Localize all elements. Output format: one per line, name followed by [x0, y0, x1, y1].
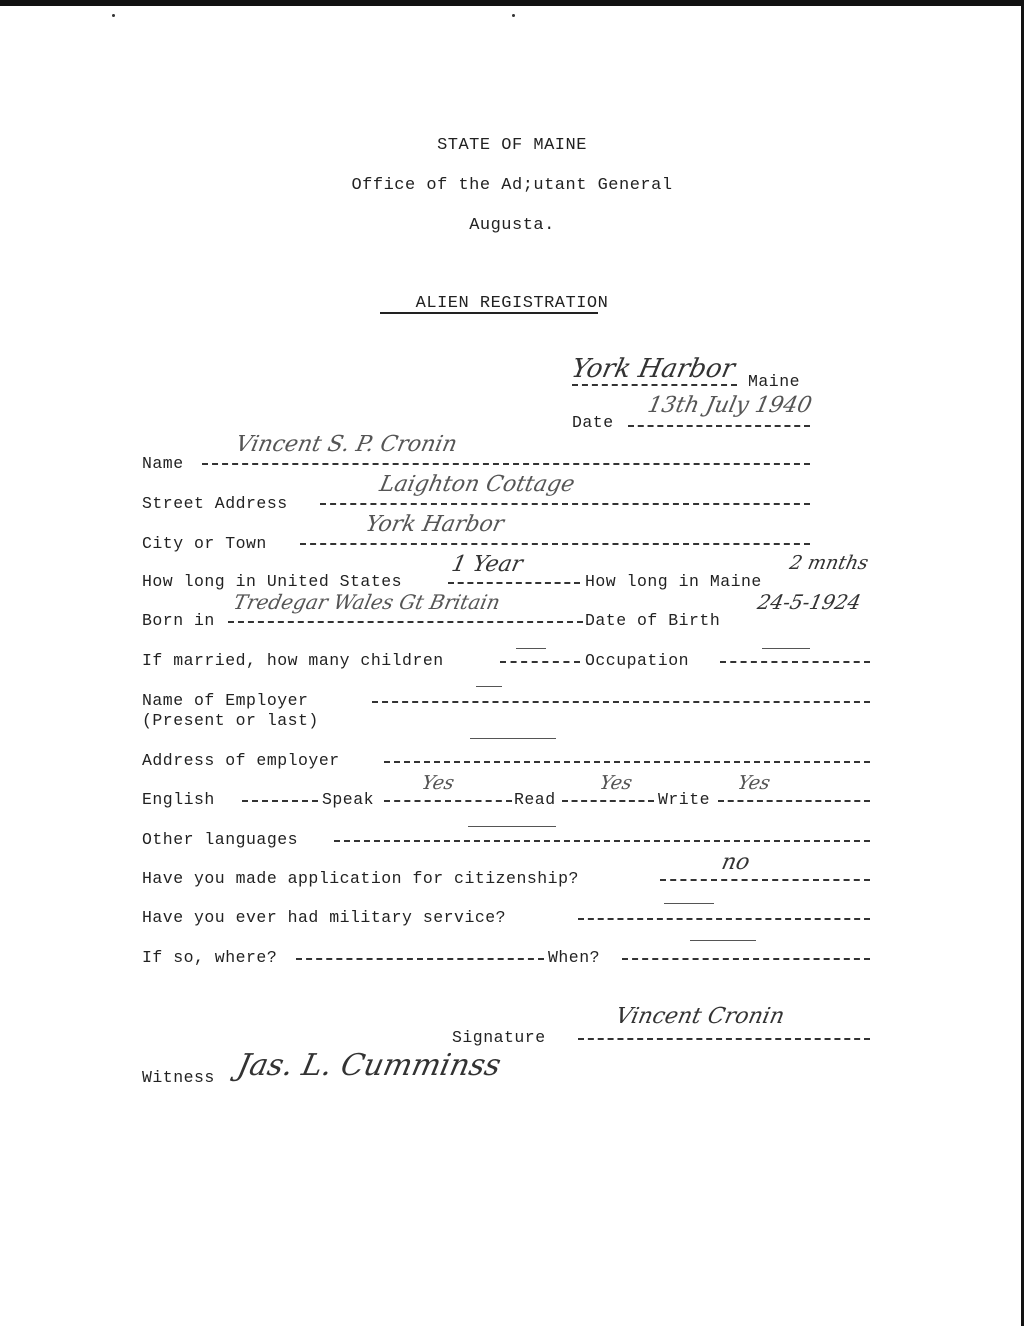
other-languages-label: Other languages	[142, 830, 299, 849]
employer-address-line	[384, 761, 870, 763]
employer-sub-label: (Present or last)	[142, 711, 319, 730]
witness-label: Witness	[142, 1068, 215, 1087]
married-label: If married, how many children	[142, 651, 444, 670]
read-line	[562, 800, 654, 802]
signature-label: Signature	[452, 1028, 546, 1047]
street-handwritten: Laighton Cottage	[377, 472, 577, 497]
city-heading: Augusta.	[469, 216, 555, 235]
us-label: How long in United States	[142, 572, 403, 591]
place-line	[572, 384, 737, 386]
write-handwritten: Yes	[735, 772, 773, 794]
born-handwritten: Tredegar Wales Gt Britain	[231, 590, 503, 614]
citizenship-handwritten: no	[719, 850, 753, 875]
when-label: When?	[548, 948, 601, 967]
employer-label: Name of Employer	[142, 691, 309, 710]
read-handwritten: Yes	[597, 772, 635, 794]
signature-handwritten: Vincent Cronin	[613, 1004, 787, 1029]
dob-label: Date of Birth	[585, 611, 721, 630]
english-label: English	[142, 790, 215, 809]
scan-speck	[112, 14, 115, 17]
witness-handwritten: Jas. L. Cumminss	[234, 1048, 504, 1083]
name-label: Name	[142, 454, 184, 473]
date-line	[628, 425, 810, 427]
maine-label: How long in Maine	[585, 572, 762, 591]
military-blank-mark	[664, 903, 714, 904]
when-line	[622, 958, 870, 960]
born-label: Born in	[142, 611, 215, 630]
employer-address-label: Address of employer	[142, 751, 340, 770]
citizenship-line	[660, 879, 870, 881]
employer-line	[372, 701, 870, 703]
born-line	[228, 621, 583, 623]
dob-handwritten: 24-5-1924	[755, 590, 864, 614]
date-label: Date	[572, 413, 614, 432]
married-line	[500, 661, 580, 663]
speak-handwritten: Yes	[419, 772, 457, 794]
street-line	[320, 503, 810, 505]
us-line	[448, 582, 580, 584]
speak-label: Speak	[322, 790, 375, 809]
married-blank-mark	[516, 648, 546, 649]
occupation-blank-mark	[762, 648, 810, 649]
write-label: Write	[658, 790, 711, 809]
other-languages-blank-mark	[468, 826, 556, 827]
english-line	[242, 800, 318, 802]
employer-blank-mark	[476, 686, 502, 687]
date-handwritten: 13th July 1940	[645, 393, 815, 418]
city-line	[300, 543, 810, 545]
us-handwritten: 1 Year	[449, 552, 525, 577]
where-line	[296, 958, 544, 960]
read-label: Read	[514, 790, 556, 809]
name-line	[202, 463, 810, 465]
military-label: Have you ever had military service?	[142, 908, 507, 927]
state-heading: STATE OF MAINE	[437, 136, 587, 155]
occupation-label: Occupation	[585, 651, 690, 670]
citizenship-label: Have you made application for citizenship?	[142, 869, 579, 888]
name-handwritten: Vincent S. P. Cronin	[233, 432, 460, 457]
title-underline	[380, 312, 598, 314]
occupation-line	[720, 661, 870, 663]
write-line	[718, 800, 870, 802]
form-title: ALIEN REGISTRATION	[415, 294, 609, 313]
where-label: If so, where?	[142, 948, 278, 967]
signature-line	[578, 1038, 870, 1040]
employer-address-blank-mark	[470, 738, 556, 739]
military-line	[578, 918, 870, 920]
other-languages-line	[334, 840, 870, 842]
place-suffix: Maine	[748, 372, 801, 391]
speak-line	[384, 800, 512, 802]
office-heading: Office of the Ad;utant General	[351, 176, 673, 195]
city-label: City or Town	[142, 534, 267, 553]
street-label: Street Address	[142, 494, 288, 513]
scan-speck	[512, 14, 515, 17]
maine-handwritten: 2 mnths	[787, 552, 871, 574]
place-handwritten: York Harbor	[568, 354, 738, 384]
when-blank-mark	[690, 940, 756, 941]
city-handwritten: York Harbor	[363, 512, 507, 537]
